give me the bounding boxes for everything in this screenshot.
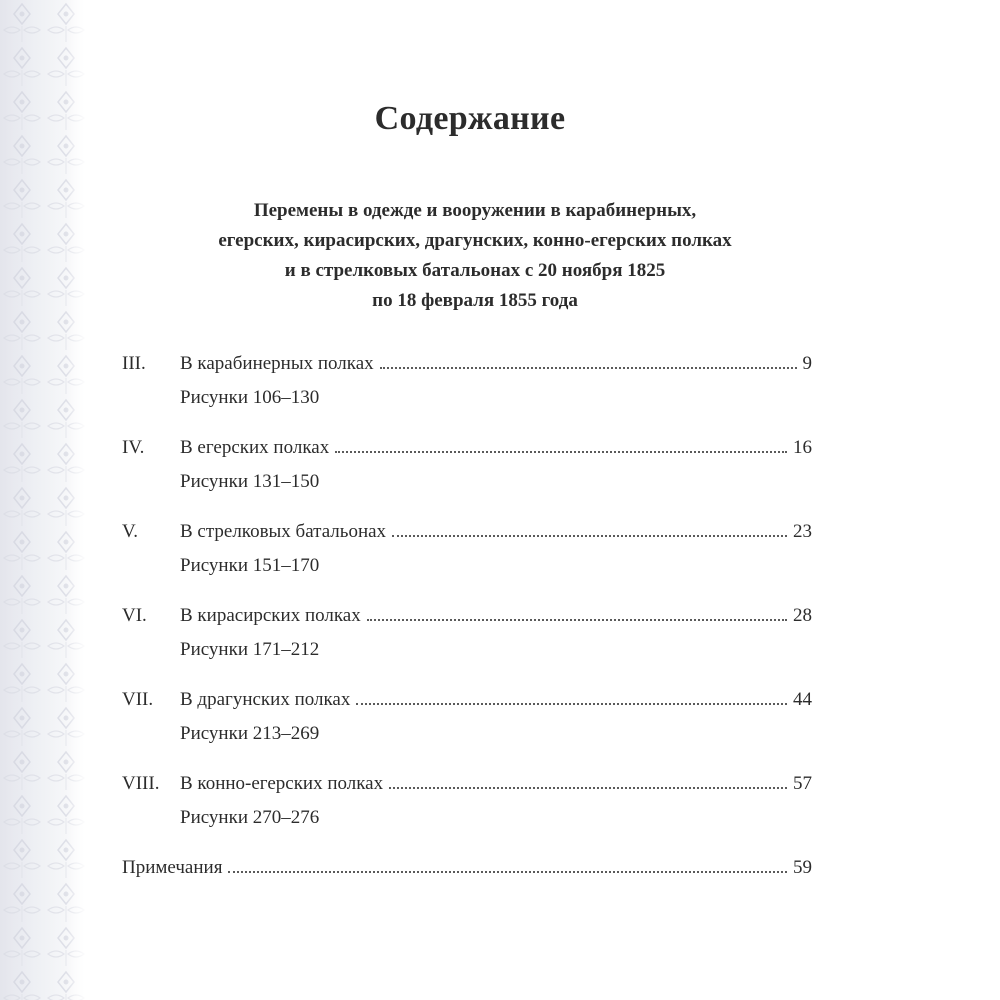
- toc-entry-line: [122, 348, 812, 380]
- toc-entry-iv: [122, 432, 812, 516]
- figure-range: Рисунки 213–269: [180, 723, 320, 744]
- chapter-title: В кирасирских полках: [180, 605, 361, 626]
- page-number: 59: [793, 857, 812, 878]
- section-heading-line: егерских, кирасирских, драгунских, конно-егерских полках: [218, 230, 732, 251]
- dot-leader: [367, 619, 787, 621]
- chapter-title: В драгунских полках: [180, 689, 351, 710]
- figure-range: Рисунки 171–212: [180, 639, 320, 660]
- chapter-title: В карабинерных полках: [180, 353, 374, 374]
- table-of-contents: [122, 348, 812, 884]
- toc-entry-iii: [122, 348, 812, 432]
- chapter-title: В егерских полках: [180, 437, 330, 458]
- toc-entry-line: [122, 684, 812, 716]
- chapter-number: VII.: [122, 689, 154, 710]
- page-number: 23: [793, 521, 812, 542]
- chapter-number: VI.: [122, 605, 147, 626]
- toc-entry-notes: [122, 852, 812, 884]
- toc-entry-line: [122, 768, 812, 800]
- chapter-number: VIII.: [122, 773, 160, 794]
- toc-entry-line: [122, 516, 812, 548]
- toc-entry-line: [122, 600, 812, 632]
- ornamental-spine-pattern: [0, 0, 88, 1000]
- figure-range: Рисунки 270–276: [180, 807, 320, 828]
- section-heading-line: и в стрелковых батальонах с 20 ноября 1825: [284, 260, 666, 281]
- section-heading-line: по 18 февраля 1855 года: [372, 290, 578, 311]
- toc-entry-line: [122, 432, 812, 464]
- toc-entry-vi: [122, 600, 812, 684]
- dot-leader: [356, 703, 787, 705]
- dot-leader: [335, 451, 787, 453]
- notes-title: Примечания: [122, 857, 223, 878]
- toc-entry-vii: [122, 684, 812, 768]
- chapter-number: IV.: [122, 437, 145, 458]
- ornament-icon: [0, 0, 88, 1000]
- figure-range: Рисунки 106–130: [180, 387, 320, 408]
- figure-range: Рисунки 131–150: [180, 471, 320, 492]
- toc-entry-v: [122, 516, 812, 600]
- dot-leader: [392, 535, 787, 537]
- dot-leader: [228, 871, 787, 873]
- page-number: 16: [793, 437, 812, 458]
- chapter-number: V.: [122, 521, 139, 542]
- section-heading-line: Перемены в одежде и вооружении в карабинерных,: [253, 200, 697, 221]
- page-number: 57: [793, 773, 812, 794]
- toc-entry-viii: [122, 768, 812, 852]
- figure-range: Рисунки 151–170: [180, 555, 320, 576]
- page-number: 28: [793, 605, 812, 626]
- chapter-number: III.: [122, 353, 146, 374]
- chapter-title: В конно-егерских полках: [180, 773, 384, 794]
- page-number: 44: [793, 689, 812, 710]
- chapter-title: В стрелковых батальонах: [180, 521, 387, 542]
- dot-leader: [389, 787, 787, 789]
- page-number: 9: [802, 353, 812, 374]
- page-title: Содержание: [374, 100, 566, 137]
- dot-leader: [380, 367, 797, 369]
- section-heading: [140, 196, 810, 316]
